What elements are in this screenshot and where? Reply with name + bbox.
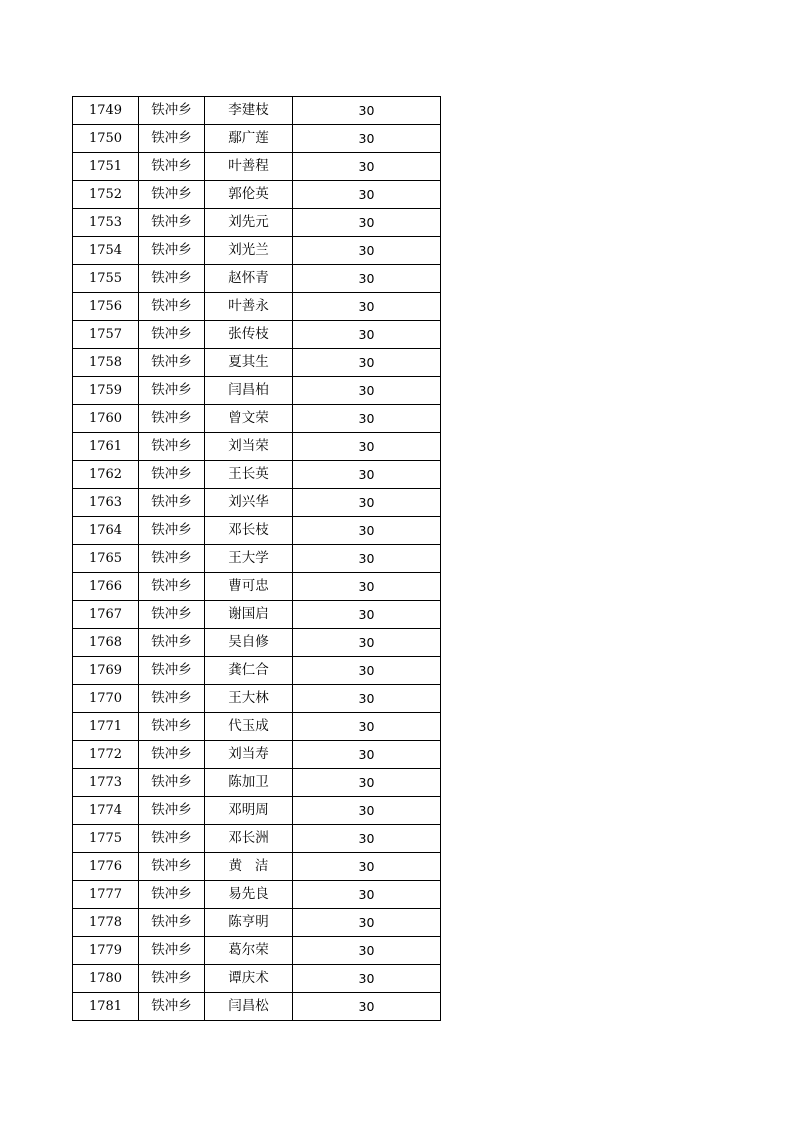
cell-town: 铁冲乡 bbox=[139, 993, 205, 1021]
cell-amount: 30 bbox=[293, 265, 441, 293]
cell-amount: 30 bbox=[293, 489, 441, 517]
cell-name: 夏其生 bbox=[205, 349, 293, 377]
cell-amount: 30 bbox=[293, 657, 441, 685]
cell-amount: 30 bbox=[293, 377, 441, 405]
cell-name: 张传枝 bbox=[205, 321, 293, 349]
data-table bbox=[72, 96, 441, 1021]
table-row bbox=[73, 405, 441, 433]
cell-amount: 30 bbox=[293, 181, 441, 209]
cell-name: 王大林 bbox=[205, 685, 293, 713]
table-row bbox=[73, 377, 441, 405]
cell-town: 铁冲乡 bbox=[139, 517, 205, 545]
cell-town: 铁冲乡 bbox=[139, 489, 205, 517]
cell-town: 铁冲乡 bbox=[139, 461, 205, 489]
cell-id: 1750 bbox=[73, 125, 139, 153]
cell-name: 郭伦英 bbox=[205, 181, 293, 209]
table-row bbox=[73, 937, 441, 965]
table-row bbox=[73, 769, 441, 797]
cell-amount: 30 bbox=[293, 741, 441, 769]
cell-name: 黄 洁 bbox=[205, 853, 293, 881]
cell-amount: 30 bbox=[293, 405, 441, 433]
cell-id: 1760 bbox=[73, 405, 139, 433]
cell-name: 陈亨明 bbox=[205, 909, 293, 937]
cell-town: 铁冲乡 bbox=[139, 97, 205, 125]
cell-name: 邓长洲 bbox=[205, 825, 293, 853]
cell-name: 葛尔荣 bbox=[205, 937, 293, 965]
cell-name: 赵怀青 bbox=[205, 265, 293, 293]
cell-name: 王大学 bbox=[205, 545, 293, 573]
table-row bbox=[73, 209, 441, 237]
cell-amount: 30 bbox=[293, 125, 441, 153]
cell-town: 铁冲乡 bbox=[139, 657, 205, 685]
cell-id: 1763 bbox=[73, 489, 139, 517]
cell-amount: 30 bbox=[293, 937, 441, 965]
table-row bbox=[73, 685, 441, 713]
cell-town: 铁冲乡 bbox=[139, 825, 205, 853]
table-row bbox=[73, 825, 441, 853]
cell-amount: 30 bbox=[293, 601, 441, 629]
cell-amount: 30 bbox=[293, 769, 441, 797]
table-row bbox=[73, 993, 441, 1021]
cell-town: 铁冲乡 bbox=[139, 853, 205, 881]
cell-id: 1780 bbox=[73, 965, 139, 993]
cell-name: 鄢广莲 bbox=[205, 125, 293, 153]
cell-name: 叶善程 bbox=[205, 153, 293, 181]
cell-id: 1757 bbox=[73, 321, 139, 349]
cell-amount: 30 bbox=[293, 433, 441, 461]
cell-amount: 30 bbox=[293, 209, 441, 237]
cell-town: 铁冲乡 bbox=[139, 685, 205, 713]
cell-id: 1751 bbox=[73, 153, 139, 181]
table-row bbox=[73, 97, 441, 125]
cell-id: 1773 bbox=[73, 769, 139, 797]
table-row bbox=[73, 321, 441, 349]
cell-amount: 30 bbox=[293, 965, 441, 993]
cell-town: 铁冲乡 bbox=[139, 237, 205, 265]
cell-amount: 30 bbox=[293, 545, 441, 573]
cell-name: 王长英 bbox=[205, 461, 293, 489]
cell-id: 1764 bbox=[73, 517, 139, 545]
cell-amount: 30 bbox=[293, 237, 441, 265]
cell-town: 铁冲乡 bbox=[139, 937, 205, 965]
table-body bbox=[73, 97, 441, 1021]
table-row bbox=[73, 349, 441, 377]
table-row bbox=[73, 741, 441, 769]
cell-town: 铁冲乡 bbox=[139, 349, 205, 377]
cell-town: 铁冲乡 bbox=[139, 405, 205, 433]
cell-name: 刘兴华 bbox=[205, 489, 293, 517]
cell-town: 铁冲乡 bbox=[139, 265, 205, 293]
cell-name: 曾文荣 bbox=[205, 405, 293, 433]
cell-name: 邓明周 bbox=[205, 797, 293, 825]
cell-town: 铁冲乡 bbox=[139, 181, 205, 209]
cell-id: 1774 bbox=[73, 797, 139, 825]
cell-name: 刘当荣 bbox=[205, 433, 293, 461]
cell-amount: 30 bbox=[293, 909, 441, 937]
cell-amount: 30 bbox=[293, 97, 441, 125]
cell-town: 铁冲乡 bbox=[139, 629, 205, 657]
cell-id: 1777 bbox=[73, 881, 139, 909]
cell-town: 铁冲乡 bbox=[139, 713, 205, 741]
cell-id: 1779 bbox=[73, 937, 139, 965]
cell-name: 刘光兰 bbox=[205, 237, 293, 265]
table-row bbox=[73, 461, 441, 489]
cell-town: 铁冲乡 bbox=[139, 153, 205, 181]
cell-amount: 30 bbox=[293, 853, 441, 881]
cell-id: 1754 bbox=[73, 237, 139, 265]
cell-id: 1776 bbox=[73, 853, 139, 881]
cell-name: 曹可忠 bbox=[205, 573, 293, 601]
cell-id: 1756 bbox=[73, 293, 139, 321]
cell-name: 吴自修 bbox=[205, 629, 293, 657]
cell-id: 1775 bbox=[73, 825, 139, 853]
table-row bbox=[73, 293, 441, 321]
cell-name: 易先良 bbox=[205, 881, 293, 909]
cell-name: 刘当寿 bbox=[205, 741, 293, 769]
cell-town: 铁冲乡 bbox=[139, 545, 205, 573]
cell-id: 1778 bbox=[73, 909, 139, 937]
cell-amount: 30 bbox=[293, 321, 441, 349]
cell-id: 1759 bbox=[73, 377, 139, 405]
cell-id: 1749 bbox=[73, 97, 139, 125]
cell-amount: 30 bbox=[293, 153, 441, 181]
cell-amount: 30 bbox=[293, 825, 441, 853]
cell-town: 铁冲乡 bbox=[139, 909, 205, 937]
cell-id: 1753 bbox=[73, 209, 139, 237]
cell-name: 代玉成 bbox=[205, 713, 293, 741]
cell-amount: 30 bbox=[293, 713, 441, 741]
cell-name: 龚仁合 bbox=[205, 657, 293, 685]
table-row bbox=[73, 573, 441, 601]
cell-id: 1772 bbox=[73, 741, 139, 769]
cell-amount: 30 bbox=[293, 573, 441, 601]
cell-town: 铁冲乡 bbox=[139, 433, 205, 461]
cell-amount: 30 bbox=[293, 993, 441, 1021]
cell-amount: 30 bbox=[293, 685, 441, 713]
cell-name: 闫昌松 bbox=[205, 993, 293, 1021]
cell-town: 铁冲乡 bbox=[139, 881, 205, 909]
table-row bbox=[73, 545, 441, 573]
cell-amount: 30 bbox=[293, 293, 441, 321]
table-row bbox=[73, 657, 441, 685]
cell-town: 铁冲乡 bbox=[139, 125, 205, 153]
cell-name: 陈加卫 bbox=[205, 769, 293, 797]
cell-town: 铁冲乡 bbox=[139, 293, 205, 321]
table-row bbox=[73, 433, 441, 461]
cell-town: 铁冲乡 bbox=[139, 797, 205, 825]
cell-amount: 30 bbox=[293, 881, 441, 909]
table-row bbox=[73, 181, 441, 209]
cell-town: 铁冲乡 bbox=[139, 209, 205, 237]
cell-town: 铁冲乡 bbox=[139, 321, 205, 349]
cell-town: 铁冲乡 bbox=[139, 965, 205, 993]
cell-amount: 30 bbox=[293, 797, 441, 825]
cell-id: 1769 bbox=[73, 657, 139, 685]
cell-amount: 30 bbox=[293, 517, 441, 545]
table-row bbox=[73, 797, 441, 825]
table-row bbox=[73, 881, 441, 909]
cell-amount: 30 bbox=[293, 349, 441, 377]
cell-name: 叶善永 bbox=[205, 293, 293, 321]
cell-name: 闫昌柏 bbox=[205, 377, 293, 405]
cell-id: 1766 bbox=[73, 573, 139, 601]
cell-id: 1767 bbox=[73, 601, 139, 629]
cell-id: 1761 bbox=[73, 433, 139, 461]
table-row bbox=[73, 601, 441, 629]
table-row bbox=[73, 909, 441, 937]
cell-amount: 30 bbox=[293, 629, 441, 657]
cell-id: 1755 bbox=[73, 265, 139, 293]
cell-name: 谢国启 bbox=[205, 601, 293, 629]
table-row bbox=[73, 153, 441, 181]
table-row bbox=[73, 265, 441, 293]
cell-town: 铁冲乡 bbox=[139, 769, 205, 797]
cell-id: 1758 bbox=[73, 349, 139, 377]
table-row bbox=[73, 853, 441, 881]
cell-town: 铁冲乡 bbox=[139, 741, 205, 769]
cell-name: 李建枝 bbox=[205, 97, 293, 125]
cell-town: 铁冲乡 bbox=[139, 377, 205, 405]
table-row bbox=[73, 489, 441, 517]
cell-id: 1765 bbox=[73, 545, 139, 573]
table-row bbox=[73, 237, 441, 265]
cell-id: 1752 bbox=[73, 181, 139, 209]
cell-id: 1762 bbox=[73, 461, 139, 489]
cell-id: 1771 bbox=[73, 713, 139, 741]
table-row bbox=[73, 713, 441, 741]
cell-id: 1770 bbox=[73, 685, 139, 713]
table-row bbox=[73, 965, 441, 993]
cell-name: 刘先元 bbox=[205, 209, 293, 237]
cell-amount: 30 bbox=[293, 461, 441, 489]
table-row bbox=[73, 517, 441, 545]
table-row bbox=[73, 629, 441, 657]
cell-name: 谭庆术 bbox=[205, 965, 293, 993]
table-row bbox=[73, 125, 441, 153]
cell-name: 邓长枝 bbox=[205, 517, 293, 545]
cell-town: 铁冲乡 bbox=[139, 573, 205, 601]
cell-id: 1768 bbox=[73, 629, 139, 657]
cell-town: 铁冲乡 bbox=[139, 601, 205, 629]
cell-id: 1781 bbox=[73, 993, 139, 1021]
